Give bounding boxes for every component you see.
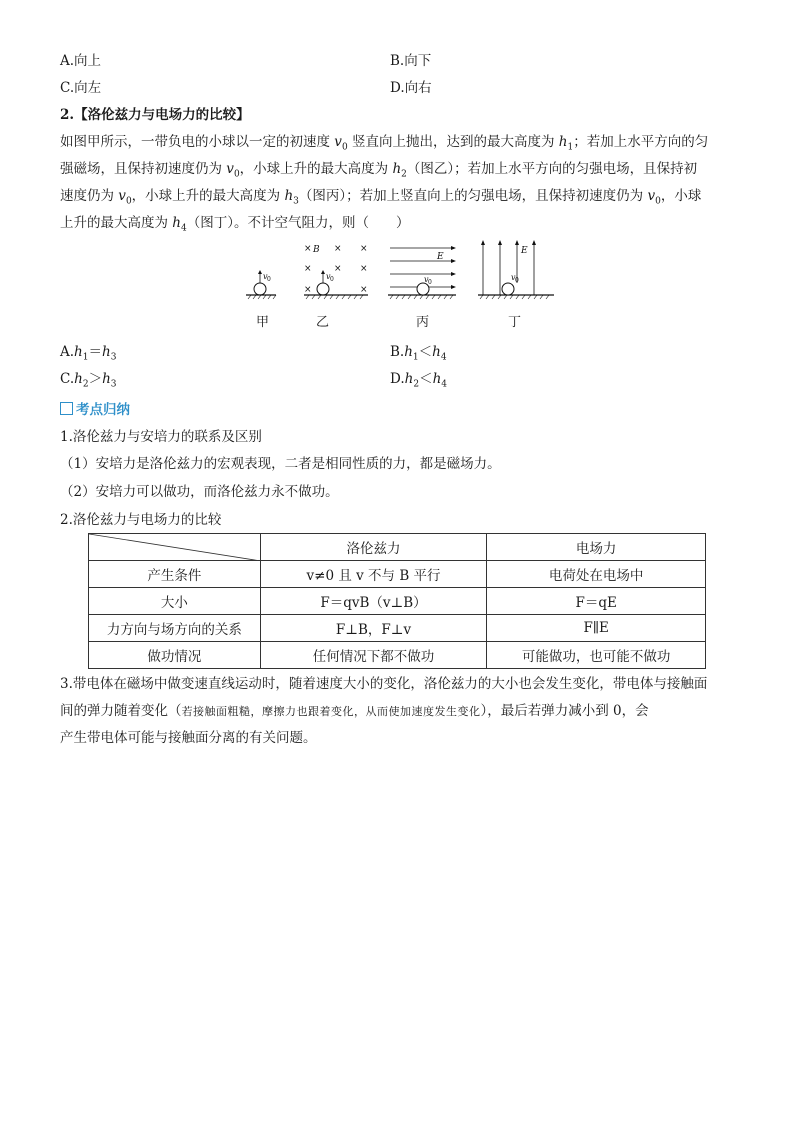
table-cell: F⊥B，F⊥v xyxy=(260,615,487,642)
q1-option-a: A.向上 xyxy=(60,53,102,69)
summary-item-3-line-1: 3.带电体在磁场中做变速直线运动时，随着速度大小的变化，洛伦兹力的大小也会发生变化，带电体与接触面 xyxy=(60,676,708,692)
q2-text-line-3: 速度仍为 $v_0$，小球上升的最大高度为 $h_3$（图丙）；若加上竖直向上的匀强电场，且保持初速度仍为 $v_0$，小球 xyxy=(60,188,702,207)
table-cell: 做功情况 xyxy=(89,642,261,669)
checkbox-icon xyxy=(60,402,73,415)
svg-text:0: 0 xyxy=(515,277,519,284)
diagonal-line xyxy=(89,534,261,561)
svg-text:0: 0 xyxy=(428,279,432,286)
svg-text:0: 0 xyxy=(330,276,334,283)
q2-option-a: $A.h_1=h_3$ xyxy=(60,344,117,363)
figure-ding xyxy=(478,240,554,299)
q2-title: 2.【洛伦兹力与电场力的比较】 xyxy=(60,107,250,123)
q2-text-line-1: 如图甲所示，一带负电的小球以一定的初速度 $v_0$ 竖直向上抛出，达到的最大高度为 $h_1$；若加上水平方向的匀 xyxy=(60,134,709,153)
figure-label-bing: 丙 xyxy=(416,315,430,330)
physics-figures xyxy=(238,236,558,306)
summary-item-1b: （2）安培力可以做功，而洛伦兹力永不做功。 xyxy=(60,484,339,500)
summary-item-3-line-3: 产生带电体可能与接触面分离的有关问题。 xyxy=(60,730,317,746)
svg-text:×: × xyxy=(360,244,368,254)
b-field-label: B xyxy=(313,245,320,255)
svg-text:×: × xyxy=(334,244,342,254)
svg-text:v: v xyxy=(511,273,516,282)
svg-text:×: × xyxy=(360,264,368,274)
table-corner-cell xyxy=(89,534,261,561)
table-cell: 力方向与场方向的关系 xyxy=(89,615,261,642)
e-field-label-bing: E xyxy=(437,252,444,262)
figure-label-ding: 丁 xyxy=(508,315,522,330)
table-cell: 电荷处在电场中 xyxy=(487,561,706,588)
q1-option-d: D.向右 xyxy=(390,80,432,96)
svg-text:v: v xyxy=(326,272,331,281)
table-cell: v≠0 且 v 不与 B 平行 xyxy=(260,561,487,588)
table-cell: 大小 xyxy=(89,588,261,615)
q2-text-line-2: 强磁场，且保持初速度仍为 $v_0$，小球上升的最大高度为 $h_2$（图乙）；若加上水平方向的匀强电场，且保持初 xyxy=(60,161,698,180)
q1-option-b: B.向下 xyxy=(390,53,432,69)
table-cell: F＝qE xyxy=(487,588,706,615)
table-row xyxy=(89,588,706,615)
svg-text:×: × xyxy=(360,285,368,295)
table-header: 洛伦兹力 xyxy=(260,534,487,561)
comparison-table xyxy=(88,533,706,669)
q2-option-c: $C.h_2>h_3$ xyxy=(60,371,117,390)
table-cell: F∥E xyxy=(487,615,706,642)
summary-heading: 考点归纳 xyxy=(60,398,130,418)
table-row xyxy=(89,561,706,588)
svg-text:v: v xyxy=(424,275,429,284)
svg-text:×: × xyxy=(304,244,312,254)
table-header: 电场力 xyxy=(487,534,706,561)
table-row xyxy=(89,615,706,642)
v0-label: v xyxy=(263,272,268,281)
figure-jia xyxy=(246,270,276,299)
table-cell: 可能做功，也可能不做功 xyxy=(487,642,706,669)
q2-option-d: $D.h_2<h_4$ xyxy=(390,371,448,390)
table-header-row xyxy=(89,534,706,561)
summary-item-2: 2.洛伦兹力与电场力的比较 xyxy=(60,512,222,528)
svg-text:×: × xyxy=(334,264,342,274)
e-field-label-ding: E xyxy=(521,246,528,256)
figure-label-yi: 乙 xyxy=(316,315,330,330)
figure-bing xyxy=(388,246,456,299)
svg-text:×: × xyxy=(304,285,312,295)
summary-item-1a: （1）安培力是洛伦兹力的宏观表现，二者是相同性质的力，都是磁场力。 xyxy=(60,456,501,472)
figure-label-jia: 甲 xyxy=(256,315,270,330)
q2-text-line-4: 上升的最大高度为 $h_4$（图丁）。不计空气阻力，则（ ） xyxy=(60,215,410,234)
summary-item-3-line-2: 间的弹力随着变化（若接触面粗糙，摩擦力也跟着变化，从而使加速度发生变化），最后若弹力减小到 0，会 xyxy=(60,703,649,719)
table-cell: F＝qvB（v⊥B） xyxy=(260,588,487,615)
svg-text:×: × xyxy=(304,264,312,274)
table-cell: 产生条件 xyxy=(89,561,261,588)
table-cell: 任何情况下都不做功 xyxy=(260,642,487,669)
figure-yi xyxy=(304,244,368,299)
summary-item-1: 1.洛伦兹力与安培力的联系及区别 xyxy=(60,429,262,445)
q1-option-c: C.向左 xyxy=(60,80,102,96)
q2-option-b: $B.h_1<h_4$ xyxy=(390,344,447,363)
svg-text:0: 0 xyxy=(267,276,271,283)
table-row xyxy=(89,642,706,669)
